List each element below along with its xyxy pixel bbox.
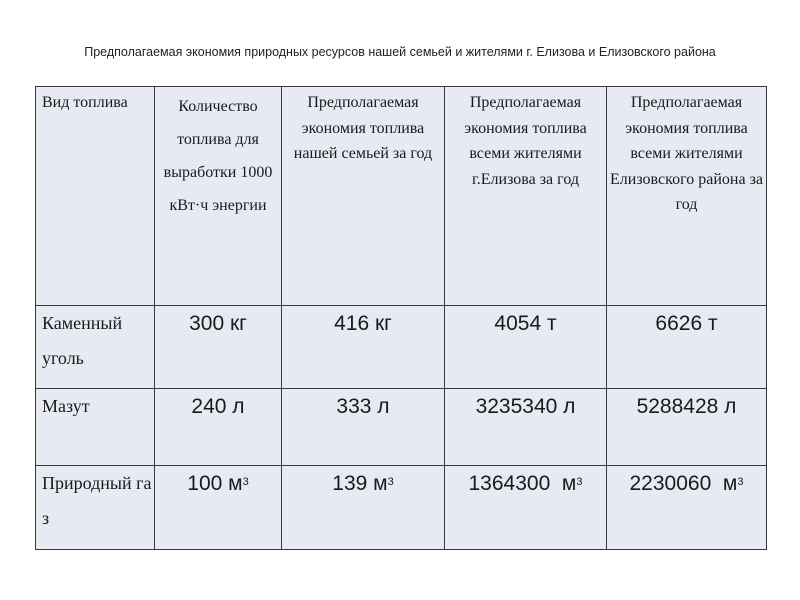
row-label-coal: Каменный уголь bbox=[36, 306, 155, 389]
table-row bbox=[36, 306, 767, 389]
cell-coal-per-1000: 300 кг bbox=[155, 306, 282, 389]
header-district-savings: Предполагаемая экономия топлива всеми жителями Елизовского района за год bbox=[607, 87, 767, 306]
cell-fuel-oil-family: 333 л bbox=[282, 389, 445, 466]
cell-gas-per-1000: 100 $м^3$ bbox=[155, 466, 282, 550]
header-fuel-per-1000kwh: Количество топлива для выработки 1000 кВт·ч энергии bbox=[155, 87, 282, 306]
cell-gas-district: 2230060 $м^3$ bbox=[607, 466, 767, 550]
fuel-savings-table bbox=[35, 86, 767, 550]
cell-gas-city: 1364300 $м^3$ bbox=[445, 466, 607, 550]
row-label-natural-gas: Природный газ bbox=[36, 466, 155, 550]
cell-fuel-oil-district: 5288428 л bbox=[607, 389, 767, 466]
cell-fuel-oil-city: 3235340 л bbox=[445, 389, 607, 466]
table-row bbox=[36, 466, 767, 550]
cell-coal-city: 4054 т bbox=[445, 306, 607, 389]
header-fuel-type: Вид топлива bbox=[36, 87, 155, 306]
table-row bbox=[36, 389, 767, 466]
header-family-savings: Предполагаемая экономия топлива нашей семьей за год bbox=[282, 87, 445, 306]
cell-gas-family: 139 $м^3$ bbox=[282, 466, 445, 550]
page-title: Предполагаемая экономия природных ресурсов нашей семьей и жителями г. Елизова и Елизовского района bbox=[84, 45, 716, 59]
header-city-savings: Предполагаемая экономия топлива всеми жителями г.Елизова за год bbox=[445, 87, 607, 306]
cell-coal-family: 416 кг bbox=[282, 306, 445, 389]
row-label-fuel-oil: Мазут bbox=[36, 389, 155, 466]
table-header-row bbox=[36, 87, 767, 306]
cell-coal-district: 6626 т bbox=[607, 306, 767, 389]
cell-fuel-oil-per-1000: 240 л bbox=[155, 389, 282, 466]
